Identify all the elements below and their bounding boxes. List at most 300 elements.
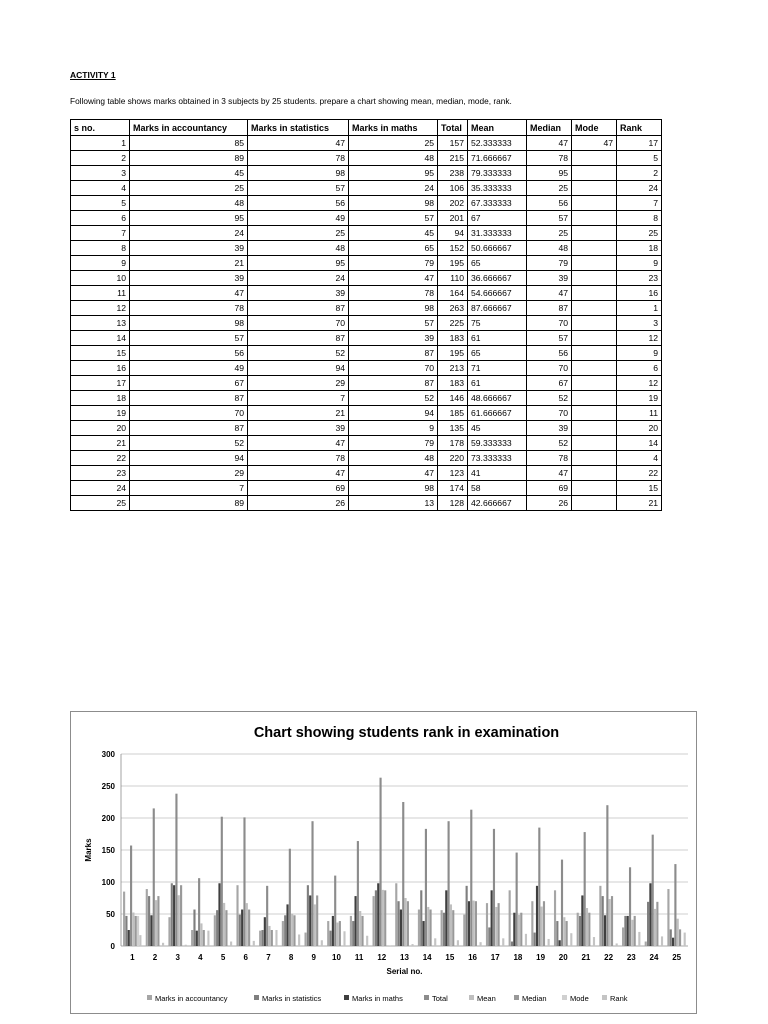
cell-s-no: 7 xyxy=(71,226,130,241)
bar-marks-in-accountancy xyxy=(146,889,148,946)
bar-mean xyxy=(677,919,679,946)
bar-rank xyxy=(661,936,663,946)
cell-rank: 23 xyxy=(617,271,662,286)
cell-rank: 11 xyxy=(617,406,662,421)
cell-statistics: 39 xyxy=(248,421,349,436)
table-row xyxy=(71,496,662,511)
bar-marks-in-maths xyxy=(128,930,130,946)
bar-median xyxy=(656,902,658,946)
bar-median xyxy=(271,930,273,946)
bar-marks-in-statistics xyxy=(171,883,173,946)
cell-mean: 48.666667 xyxy=(468,391,527,406)
x-tick-label: 11 xyxy=(354,953,364,962)
cell-median: 57 xyxy=(527,331,572,346)
cell-statistics: 94 xyxy=(248,361,349,376)
cell-rank: 5 xyxy=(617,151,662,166)
header-median: Median xyxy=(527,120,572,136)
legend-swatch xyxy=(254,995,259,1000)
bar-mean xyxy=(223,903,225,946)
cell-accountancy: 94 xyxy=(130,451,248,466)
bar-marks-in-accountancy xyxy=(531,901,533,946)
cell-maths: 39 xyxy=(349,331,438,346)
bar-mean xyxy=(586,908,588,946)
cell-rank: 19 xyxy=(617,391,662,406)
bar-rank xyxy=(638,932,640,946)
x-tick-label: 14 xyxy=(422,953,432,962)
bar-median xyxy=(520,913,522,946)
cell-statistics: 39 xyxy=(248,286,349,301)
bar-total xyxy=(516,853,518,946)
table-row xyxy=(71,451,662,466)
cell-rank: 4 xyxy=(617,451,662,466)
bar-marks-in-statistics xyxy=(443,913,445,946)
bar-total xyxy=(153,808,155,946)
table-row xyxy=(71,211,662,226)
cell-accountancy: 57 xyxy=(130,331,248,346)
bar-marks-in-maths xyxy=(173,885,175,946)
cell-mode xyxy=(572,496,617,511)
cell-maths: 98 xyxy=(349,196,438,211)
cell-total: 263 xyxy=(438,301,468,316)
bar-marks-in-maths xyxy=(513,913,515,946)
bar-median xyxy=(430,910,432,946)
cell-accountancy: 24 xyxy=(130,226,248,241)
table-row xyxy=(71,421,662,436)
cell-total: 146 xyxy=(438,391,468,406)
cell-total: 157 xyxy=(438,136,468,151)
cell-s-no: 11 xyxy=(71,286,130,301)
cell-total: 183 xyxy=(438,376,468,391)
cell-mode xyxy=(572,436,617,451)
cell-s-no: 19 xyxy=(71,406,130,421)
bar-median xyxy=(180,885,182,946)
bar-marks-in-accountancy xyxy=(304,933,306,946)
cell-mean: 71 xyxy=(468,361,527,376)
bar-rank xyxy=(684,933,686,946)
cell-maths: 98 xyxy=(349,301,438,316)
bar-rank xyxy=(343,931,345,946)
cell-total: 202 xyxy=(438,196,468,211)
cell-total: 213 xyxy=(438,361,468,376)
bar-mean xyxy=(450,904,452,946)
bar-total xyxy=(266,886,268,946)
cell-total: 195 xyxy=(438,256,468,271)
bar-marks-in-statistics xyxy=(193,910,195,946)
cell-median: 70 xyxy=(527,361,572,376)
header-maths: Marks in maths xyxy=(349,120,438,136)
bar-marks-in-maths xyxy=(286,904,288,946)
cell-rank: 7 xyxy=(617,196,662,211)
table-row xyxy=(71,331,662,346)
cell-accountancy: 56 xyxy=(130,346,248,361)
cell-statistics: 95 xyxy=(248,256,349,271)
bar-mean xyxy=(246,903,248,946)
bar-total xyxy=(130,846,132,946)
bar-rank xyxy=(162,943,164,946)
legend-label: Marks in maths xyxy=(352,994,403,1003)
legend-swatch xyxy=(602,995,607,1000)
bar-median xyxy=(203,930,205,946)
cell-mean: 54.666667 xyxy=(468,286,527,301)
cell-mean: 58 xyxy=(468,481,527,496)
cell-statistics: 48 xyxy=(248,241,349,256)
bar-marks-in-maths xyxy=(604,915,606,946)
x-tick-label: 23 xyxy=(626,953,636,962)
bar-rank xyxy=(480,942,482,946)
bar-mean xyxy=(541,907,543,946)
cell-rank: 9 xyxy=(617,346,662,361)
cell-median: 47 xyxy=(527,136,572,151)
cell-total: 152 xyxy=(438,241,468,256)
bar-marks-in-statistics xyxy=(602,896,604,946)
cell-maths: 47 xyxy=(349,271,438,286)
table-row xyxy=(71,436,662,451)
cell-total: 94 xyxy=(438,226,468,241)
cell-mean: 50.666667 xyxy=(468,241,527,256)
cell-rank: 2 xyxy=(617,166,662,181)
cell-accountancy: 47 xyxy=(130,286,248,301)
bar-rank xyxy=(321,940,323,946)
cell-statistics: 47 xyxy=(248,436,349,451)
cell-total: 164 xyxy=(438,286,468,301)
table-row xyxy=(71,301,662,316)
legend-label: Marks in statistics xyxy=(262,994,322,1003)
bar-mean xyxy=(200,923,202,946)
bar-total xyxy=(198,878,200,946)
table-row xyxy=(71,361,662,376)
cell-median: 87 xyxy=(527,301,572,316)
cell-maths: 79 xyxy=(349,436,438,451)
bar-marks-in-maths xyxy=(536,886,538,946)
bar-total xyxy=(629,867,631,946)
cell-mode xyxy=(572,166,617,181)
cell-maths: 87 xyxy=(349,376,438,391)
x-tick-label: 24 xyxy=(649,953,659,962)
cell-mode xyxy=(572,286,617,301)
cell-maths: 25 xyxy=(349,136,438,151)
activity-heading: ACTIVITY 1 xyxy=(70,70,116,80)
header-mode: Mode xyxy=(572,120,617,136)
bar-marks-in-statistics xyxy=(579,916,581,946)
cell-total: 201 xyxy=(438,211,468,226)
y-tick-label: 50 xyxy=(106,910,115,919)
bar-total xyxy=(175,794,177,946)
cell-mode xyxy=(572,211,617,226)
cell-mode xyxy=(572,406,617,421)
table-row xyxy=(71,391,662,406)
cell-median: 47 xyxy=(527,286,572,301)
cell-median: 95 xyxy=(527,166,572,181)
bar-mean xyxy=(359,911,361,946)
bar-marks-in-statistics xyxy=(556,921,558,946)
cell-mean: 65 xyxy=(468,346,527,361)
bar-rank xyxy=(298,934,300,946)
cell-accountancy: 29 xyxy=(130,466,248,481)
bar-marks-in-maths xyxy=(377,883,379,946)
legend-label: Total xyxy=(432,994,448,1003)
bar-marks-in-statistics xyxy=(670,929,672,946)
legend-swatch xyxy=(344,995,349,1000)
bar-mean xyxy=(405,898,407,946)
table-row xyxy=(71,241,662,256)
bar-median xyxy=(157,896,159,946)
y-tick-label: 0 xyxy=(110,942,115,951)
cell-statistics: 56 xyxy=(248,196,349,211)
header-accountancy: Marks in accountancy xyxy=(130,120,248,136)
bar-marks-in-accountancy xyxy=(327,921,329,946)
bar-rank xyxy=(275,930,277,946)
bar-median xyxy=(316,895,318,946)
cell-statistics: 47 xyxy=(248,466,349,481)
header-mean: Mean xyxy=(468,120,527,136)
bar-total xyxy=(379,778,381,946)
bar-rank xyxy=(593,937,595,946)
cell-mode xyxy=(572,181,617,196)
legend-label: Marks in accountancy xyxy=(155,994,228,1003)
cell-median: 78 xyxy=(527,151,572,166)
cell-accountancy: 25 xyxy=(130,181,248,196)
cell-s-no: 10 xyxy=(71,271,130,286)
header-total: Total xyxy=(438,120,468,136)
cell-accountancy: 39 xyxy=(130,241,248,256)
cell-total: 174 xyxy=(438,481,468,496)
x-tick-label: 8 xyxy=(288,953,294,962)
cell-rank: 24 xyxy=(617,181,662,196)
cell-statistics: 78 xyxy=(248,151,349,166)
bar-rank xyxy=(389,945,391,946)
bar-marks-in-maths xyxy=(241,910,243,946)
cell-accountancy: 45 xyxy=(130,166,248,181)
cell-accountancy: 52 xyxy=(130,436,248,451)
cell-mean: 35.333333 xyxy=(468,181,527,196)
cell-statistics: 98 xyxy=(248,166,349,181)
legend-swatch xyxy=(147,995,152,1000)
x-tick-label: 16 xyxy=(468,953,477,962)
cell-mean: 61 xyxy=(468,331,527,346)
table-row xyxy=(71,286,662,301)
x-tick-label: 15 xyxy=(445,953,455,962)
cell-maths: 65 xyxy=(349,241,438,256)
bar-total xyxy=(334,876,336,946)
cell-s-no: 16 xyxy=(71,361,130,376)
bar-median xyxy=(634,916,636,946)
bar-marks-in-maths xyxy=(581,895,583,946)
bar-marks-in-accountancy xyxy=(214,915,216,946)
cell-s-no: 13 xyxy=(71,316,130,331)
marks-table xyxy=(70,119,662,511)
bar-marks-in-maths xyxy=(468,901,470,946)
cell-mean: 87.666667 xyxy=(468,301,527,316)
bar-marks-in-maths xyxy=(423,921,425,946)
cell-maths: 57 xyxy=(349,211,438,226)
table-row xyxy=(71,316,662,331)
bar-total xyxy=(221,817,223,946)
cell-maths: 98 xyxy=(349,481,438,496)
bar-marks-in-accountancy xyxy=(168,917,170,946)
bar-median xyxy=(588,913,590,946)
cell-s-no: 2 xyxy=(71,151,130,166)
table-row xyxy=(71,346,662,361)
header-s-no: s no. xyxy=(71,120,130,136)
cell-median: 52 xyxy=(527,391,572,406)
rank-chart xyxy=(70,711,697,1014)
bar-total xyxy=(289,849,291,946)
bar-mean xyxy=(495,907,497,946)
cell-accountancy: 95 xyxy=(130,211,248,226)
bar-total xyxy=(357,841,359,946)
cell-rank: 17 xyxy=(617,136,662,151)
cell-maths: 13 xyxy=(349,496,438,511)
bar-total xyxy=(493,829,495,946)
cell-s-no: 3 xyxy=(71,166,130,181)
x-axis-label: Serial no. xyxy=(386,967,423,976)
bar-rank xyxy=(366,936,368,946)
x-tick-label: 5 xyxy=(220,953,226,962)
cell-accountancy: 78 xyxy=(130,301,248,316)
cell-statistics: 78 xyxy=(248,451,349,466)
table-row xyxy=(71,376,662,391)
bar-total xyxy=(652,835,654,946)
cell-s-no: 4 xyxy=(71,181,130,196)
cell-mode xyxy=(572,346,617,361)
cell-maths: 45 xyxy=(349,226,438,241)
y-tick-label: 250 xyxy=(101,782,115,791)
x-tick-label: 6 xyxy=(243,953,248,962)
chart-canvas xyxy=(71,712,698,1015)
cell-statistics: 21 xyxy=(248,406,349,421)
cell-rank: 18 xyxy=(617,241,662,256)
cell-mode xyxy=(572,451,617,466)
bar-marks-in-statistics xyxy=(216,910,218,946)
bar-median xyxy=(407,901,409,946)
cell-accountancy: 89 xyxy=(130,151,248,166)
cell-mean: 41 xyxy=(468,466,527,481)
table-row xyxy=(71,136,662,151)
cell-rank: 9 xyxy=(617,256,662,271)
cell-total: 178 xyxy=(438,436,468,451)
bar-median xyxy=(384,890,386,946)
cell-mean: 67 xyxy=(468,211,527,226)
bar-marks-in-accountancy xyxy=(259,931,261,946)
cell-mean: 31.333333 xyxy=(468,226,527,241)
x-tick-label: 20 xyxy=(558,953,568,962)
cell-statistics: 47 xyxy=(248,136,349,151)
cell-rank: 22 xyxy=(617,466,662,481)
bar-marks-in-accountancy xyxy=(373,896,375,946)
cell-rank: 8 xyxy=(617,211,662,226)
table-row xyxy=(71,256,662,271)
cell-median: 39 xyxy=(527,271,572,286)
bar-median xyxy=(475,901,477,946)
cell-accountancy: 67 xyxy=(130,376,248,391)
chart-title: Chart showing students rank in examination xyxy=(253,725,560,741)
bar-median xyxy=(543,901,545,946)
cell-median: 69 xyxy=(527,481,572,496)
bar-marks-in-accountancy xyxy=(577,913,579,946)
cell-median: 57 xyxy=(527,211,572,226)
cell-rank: 12 xyxy=(617,376,662,391)
bar-mean xyxy=(336,923,338,946)
bar-marks-in-statistics xyxy=(534,933,536,946)
bar-marks-in-maths xyxy=(445,890,447,946)
table-row xyxy=(71,166,662,181)
bar-mean xyxy=(609,899,611,946)
bar-median xyxy=(225,910,227,946)
bar-marks-in-statistics xyxy=(239,915,241,946)
table-row xyxy=(71,271,662,286)
bar-marks-in-statistics xyxy=(420,890,422,946)
bar-mean xyxy=(654,909,656,946)
cell-mean: 67.333333 xyxy=(468,196,527,211)
cell-total: 110 xyxy=(438,271,468,286)
x-tick-label: 2 xyxy=(152,953,158,962)
legend-label: Mean xyxy=(477,994,496,1003)
cell-s-no: 20 xyxy=(71,421,130,436)
bar-total xyxy=(584,832,586,946)
cell-maths: 57 xyxy=(349,316,438,331)
x-tick-label: 21 xyxy=(581,953,591,962)
bar-total xyxy=(448,821,450,946)
table-row xyxy=(71,406,662,421)
bar-marks-in-accountancy xyxy=(191,930,193,946)
cell-mean: 45 xyxy=(468,421,527,436)
cell-rank: 15 xyxy=(617,481,662,496)
cell-mean: 73.333333 xyxy=(468,451,527,466)
cell-mean: 36.666667 xyxy=(468,271,527,286)
bar-marks-in-accountancy xyxy=(486,903,488,946)
cell-accountancy: 87 xyxy=(130,421,248,436)
x-tick-label: 4 xyxy=(198,953,203,962)
bar-mean xyxy=(291,914,293,946)
x-tick-label: 1 xyxy=(130,953,135,962)
bar-rank xyxy=(616,943,618,946)
cell-median: 25 xyxy=(527,226,572,241)
bar-marks-in-statistics xyxy=(375,890,377,946)
cell-total: 135 xyxy=(438,421,468,436)
cell-total: 215 xyxy=(438,151,468,166)
cell-s-no: 17 xyxy=(71,376,130,391)
bar-marks-in-accountancy xyxy=(418,910,420,946)
cell-s-no: 24 xyxy=(71,481,130,496)
bar-median xyxy=(248,910,250,946)
cell-rank: 3 xyxy=(617,316,662,331)
cell-rank: 16 xyxy=(617,286,662,301)
cell-mode xyxy=(572,196,617,211)
bar-marks-in-accountancy xyxy=(463,915,465,946)
cell-median: 70 xyxy=(527,406,572,421)
cell-maths: 94 xyxy=(349,406,438,421)
cell-total: 185 xyxy=(438,406,468,421)
cell-statistics: 29 xyxy=(248,376,349,391)
bar-marks-in-accountancy xyxy=(350,916,352,946)
bar-rank xyxy=(525,934,527,946)
bar-median xyxy=(566,921,568,946)
cell-mode xyxy=(572,316,617,331)
bar-mean xyxy=(518,915,520,946)
header-statistics: Marks in statistics xyxy=(248,120,349,136)
bar-marks-in-statistics xyxy=(488,927,490,946)
bar-rank xyxy=(411,944,413,946)
cell-s-no: 22 xyxy=(71,451,130,466)
bar-marks-in-maths xyxy=(491,890,493,946)
table-row xyxy=(71,151,662,166)
bar-rank xyxy=(548,939,550,946)
bar-total xyxy=(538,828,540,946)
bar-rank xyxy=(139,935,141,946)
cell-mode xyxy=(572,271,617,286)
cell-maths: 95 xyxy=(349,166,438,181)
table-body xyxy=(71,136,662,511)
